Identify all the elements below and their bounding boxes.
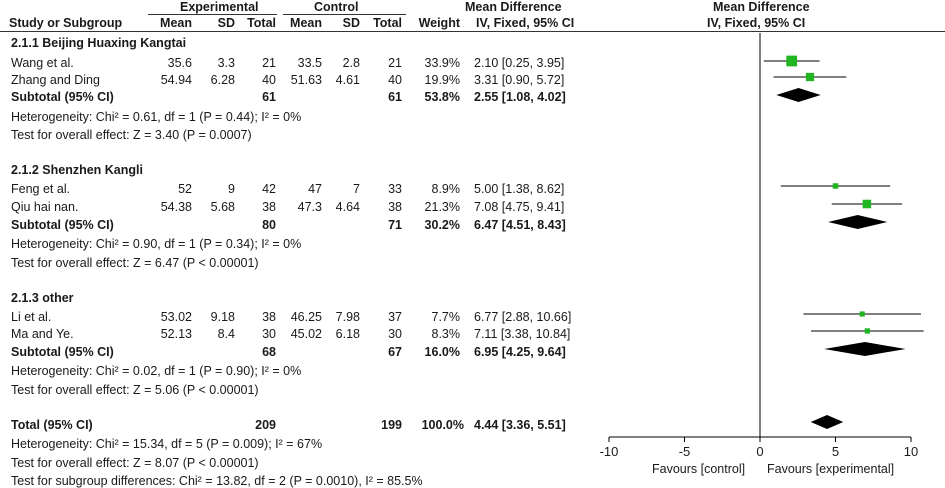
header-md-left: Mean Difference [465, 0, 562, 14]
study-total1: 30 [262, 327, 276, 341]
heterogeneity-text: Heterogeneity: Chi² = 0.61, df = 1 (P = 0.44); I² = 0% [11, 110, 302, 124]
study-mean1: 54.94 [160, 73, 192, 87]
header-experimental: Experimental [180, 0, 259, 14]
study-ci: 3.31 [0.90, 5.72] [474, 73, 565, 87]
total-ci: 4.44 [3.36, 5.51] [474, 418, 566, 432]
subtotal-total2: 67 [388, 345, 402, 359]
subtotal-total2: 71 [388, 218, 402, 232]
study-total2: 38 [388, 200, 402, 214]
study-weight: 19.9% [424, 73, 460, 87]
study-total1: 40 [262, 73, 276, 87]
study-marker [865, 328, 870, 333]
study-name: Zhang and Ding [11, 73, 100, 87]
subtotal-label: Subtotal (95% CI) [11, 218, 114, 232]
study-total2: 33 [388, 182, 402, 196]
study-total1: 21 [262, 56, 276, 70]
study-weight: 21.3% [424, 200, 460, 214]
x-axis-tick-label: 5 [831, 444, 840, 459]
study-mean1: 52 [178, 182, 192, 196]
study-name: Qiu hai nan. [11, 200, 79, 214]
study-ci: 2.10 [0.25, 3.95] [474, 56, 565, 70]
study-total2: 37 [388, 310, 402, 324]
study-mean2: 51.63 [290, 73, 322, 87]
study-total1: 38 [262, 200, 276, 214]
study-sd1: 8.4 [217, 327, 235, 341]
total-heterogeneity-text: Heterogeneity: Chi² = 15.34, df = 5 (P = 0.009); I² = 67% [11, 437, 323, 451]
subgroup-title: 2.1.2 Shenzhen Kangli [11, 163, 143, 177]
subtotal-diamond [828, 215, 887, 229]
overall-effect-text: Test for overall effect: Z = 5.06 (P < 0.00001) [11, 383, 259, 397]
subgroup-title: 2.1.3 other [11, 291, 74, 305]
study-weight: 8.9% [431, 182, 460, 196]
x-axis-tick-label: -10 [599, 444, 619, 459]
heterogeneity-text: Heterogeneity: Chi² = 0.90, df = 1 (P = 0.34); I² = 0% [11, 237, 302, 251]
study-sd2: 2.8 [342, 56, 360, 70]
subtotal-total2: 61 [388, 90, 402, 104]
header-md-right: Mean Difference [713, 0, 810, 14]
study-mean2: 46.25 [290, 310, 322, 324]
x-axis-tick-label: 0 [756, 444, 764, 459]
study-mean2: 45.02 [290, 327, 322, 341]
favours-control-label: Favours [control] [652, 462, 746, 476]
study-marker [806, 73, 814, 81]
study-mean1: 35.6 [167, 56, 192, 70]
subtotal-diamond [824, 342, 905, 356]
header-method-left: IV, Fixed, 95% CI [476, 16, 575, 30]
total-total1: 209 [255, 418, 276, 432]
study-mean2: 47 [308, 182, 322, 196]
study-name: Ma and Ye. [11, 327, 74, 341]
header-control: Control [314, 0, 359, 14]
study-weight: 33.9% [424, 56, 460, 70]
total-overall-effect-text: Test for overall effect: Z = 8.07 (P < 0.00001) [11, 456, 259, 470]
study-sd1: 6.28 [210, 73, 235, 87]
study-sd1: 9 [228, 182, 235, 196]
subtotal-ci: 6.95 [4.25, 9.64] [474, 345, 566, 359]
study-ci: 7.11 [3.38, 10.84] [474, 327, 571, 341]
total-label: Total (95% CI) [11, 418, 93, 432]
study-marker [863, 200, 872, 209]
study-name: Li et al. [11, 310, 52, 324]
study-ci: 7.08 [4.75, 9.41] [474, 200, 565, 214]
study-marker [860, 311, 865, 316]
header-sd1: SD [217, 16, 235, 30]
study-weight: 8.3% [431, 327, 460, 341]
study-sd2: 7 [353, 182, 360, 196]
study-total2: 21 [388, 56, 402, 70]
study-sd1: 9.18 [210, 310, 235, 324]
study-sd2: 4.64 [335, 200, 360, 214]
study-marker [786, 56, 797, 67]
overall-effect-text: Test for overall effect: Z = 6.47 (P < 0.00001) [11, 256, 259, 270]
subtotal-label: Subtotal (95% CI) [11, 90, 114, 104]
header-total1: Total [247, 16, 276, 30]
subtotal-weight: 30.2% [424, 218, 460, 232]
study-total2: 30 [388, 327, 402, 341]
study-mean2: 47.3 [297, 200, 322, 214]
subtotal-ci: 2.55 [1.08, 4.02] [474, 90, 566, 104]
overall-diamond [811, 415, 843, 429]
study-sd2: 7.98 [335, 310, 360, 324]
heterogeneity-text: Heterogeneity: Chi² = 0.02, df = 1 (P = 0.90); I² = 0% [11, 364, 302, 378]
header-weight: Weight [418, 16, 460, 30]
study-sd1: 3.3 [217, 56, 235, 70]
study-mean1: 54.38 [160, 200, 192, 214]
study-total1: 38 [262, 310, 276, 324]
favours-experimental-label: Favours [experimental] [767, 462, 895, 476]
study-sd1: 5.68 [210, 200, 235, 214]
study-total1: 42 [262, 182, 276, 196]
study-total2: 40 [388, 73, 402, 87]
study-name: Feng et al. [11, 182, 71, 196]
subgroup-differences-text: Test for subgroup differences: Chi² = 13.82, df = 2 (P = 0.0010), I² = 85.5% [11, 474, 423, 488]
study-mean1: 53.02 [160, 310, 192, 324]
study-marker [833, 183, 839, 189]
header-method-right: IV, Fixed, 95% CI [707, 16, 806, 30]
subtotal-weight: 53.8% [424, 90, 460, 104]
header-sd2: SD [342, 16, 360, 30]
study-ci: 6.77 [2.88, 10.66] [474, 310, 572, 324]
header-mean2: Mean [290, 16, 322, 30]
subtotal-ci: 6.47 [4.51, 8.43] [474, 218, 566, 232]
header-mean1: Mean [160, 16, 192, 30]
subtotal-total1: 68 [262, 345, 276, 359]
subgroup-title: 2.1.1 Beijing Huaxing Kangtai [11, 36, 187, 50]
x-axis-tick-label: 10 [903, 444, 919, 459]
header-study: Study or Subgroup [9, 16, 123, 30]
subtotal-total1: 80 [262, 218, 276, 232]
subtotal-diamond [776, 88, 820, 102]
study-sd2: 4.61 [335, 73, 360, 87]
x-axis-tick-label: -5 [678, 444, 691, 459]
subtotal-total1: 61 [262, 90, 276, 104]
study-mean1: 52.13 [160, 327, 192, 341]
study-weight: 7.7% [431, 310, 460, 324]
study-name: Wang et al. [11, 56, 74, 70]
study-sd2: 6.18 [335, 327, 360, 341]
total-total2: 199 [381, 418, 402, 432]
study-mean2: 33.5 [297, 56, 322, 70]
study-ci: 5.00 [1.38, 8.62] [474, 182, 565, 196]
header-total2: Total [373, 16, 402, 30]
subtotal-weight: 16.0% [424, 345, 460, 359]
subtotal-label: Subtotal (95% CI) [11, 345, 114, 359]
total-weight: 100.0% [421, 418, 464, 432]
overall-effect-text: Test for overall effect: Z = 3.40 (P = 0.0007) [11, 128, 252, 142]
